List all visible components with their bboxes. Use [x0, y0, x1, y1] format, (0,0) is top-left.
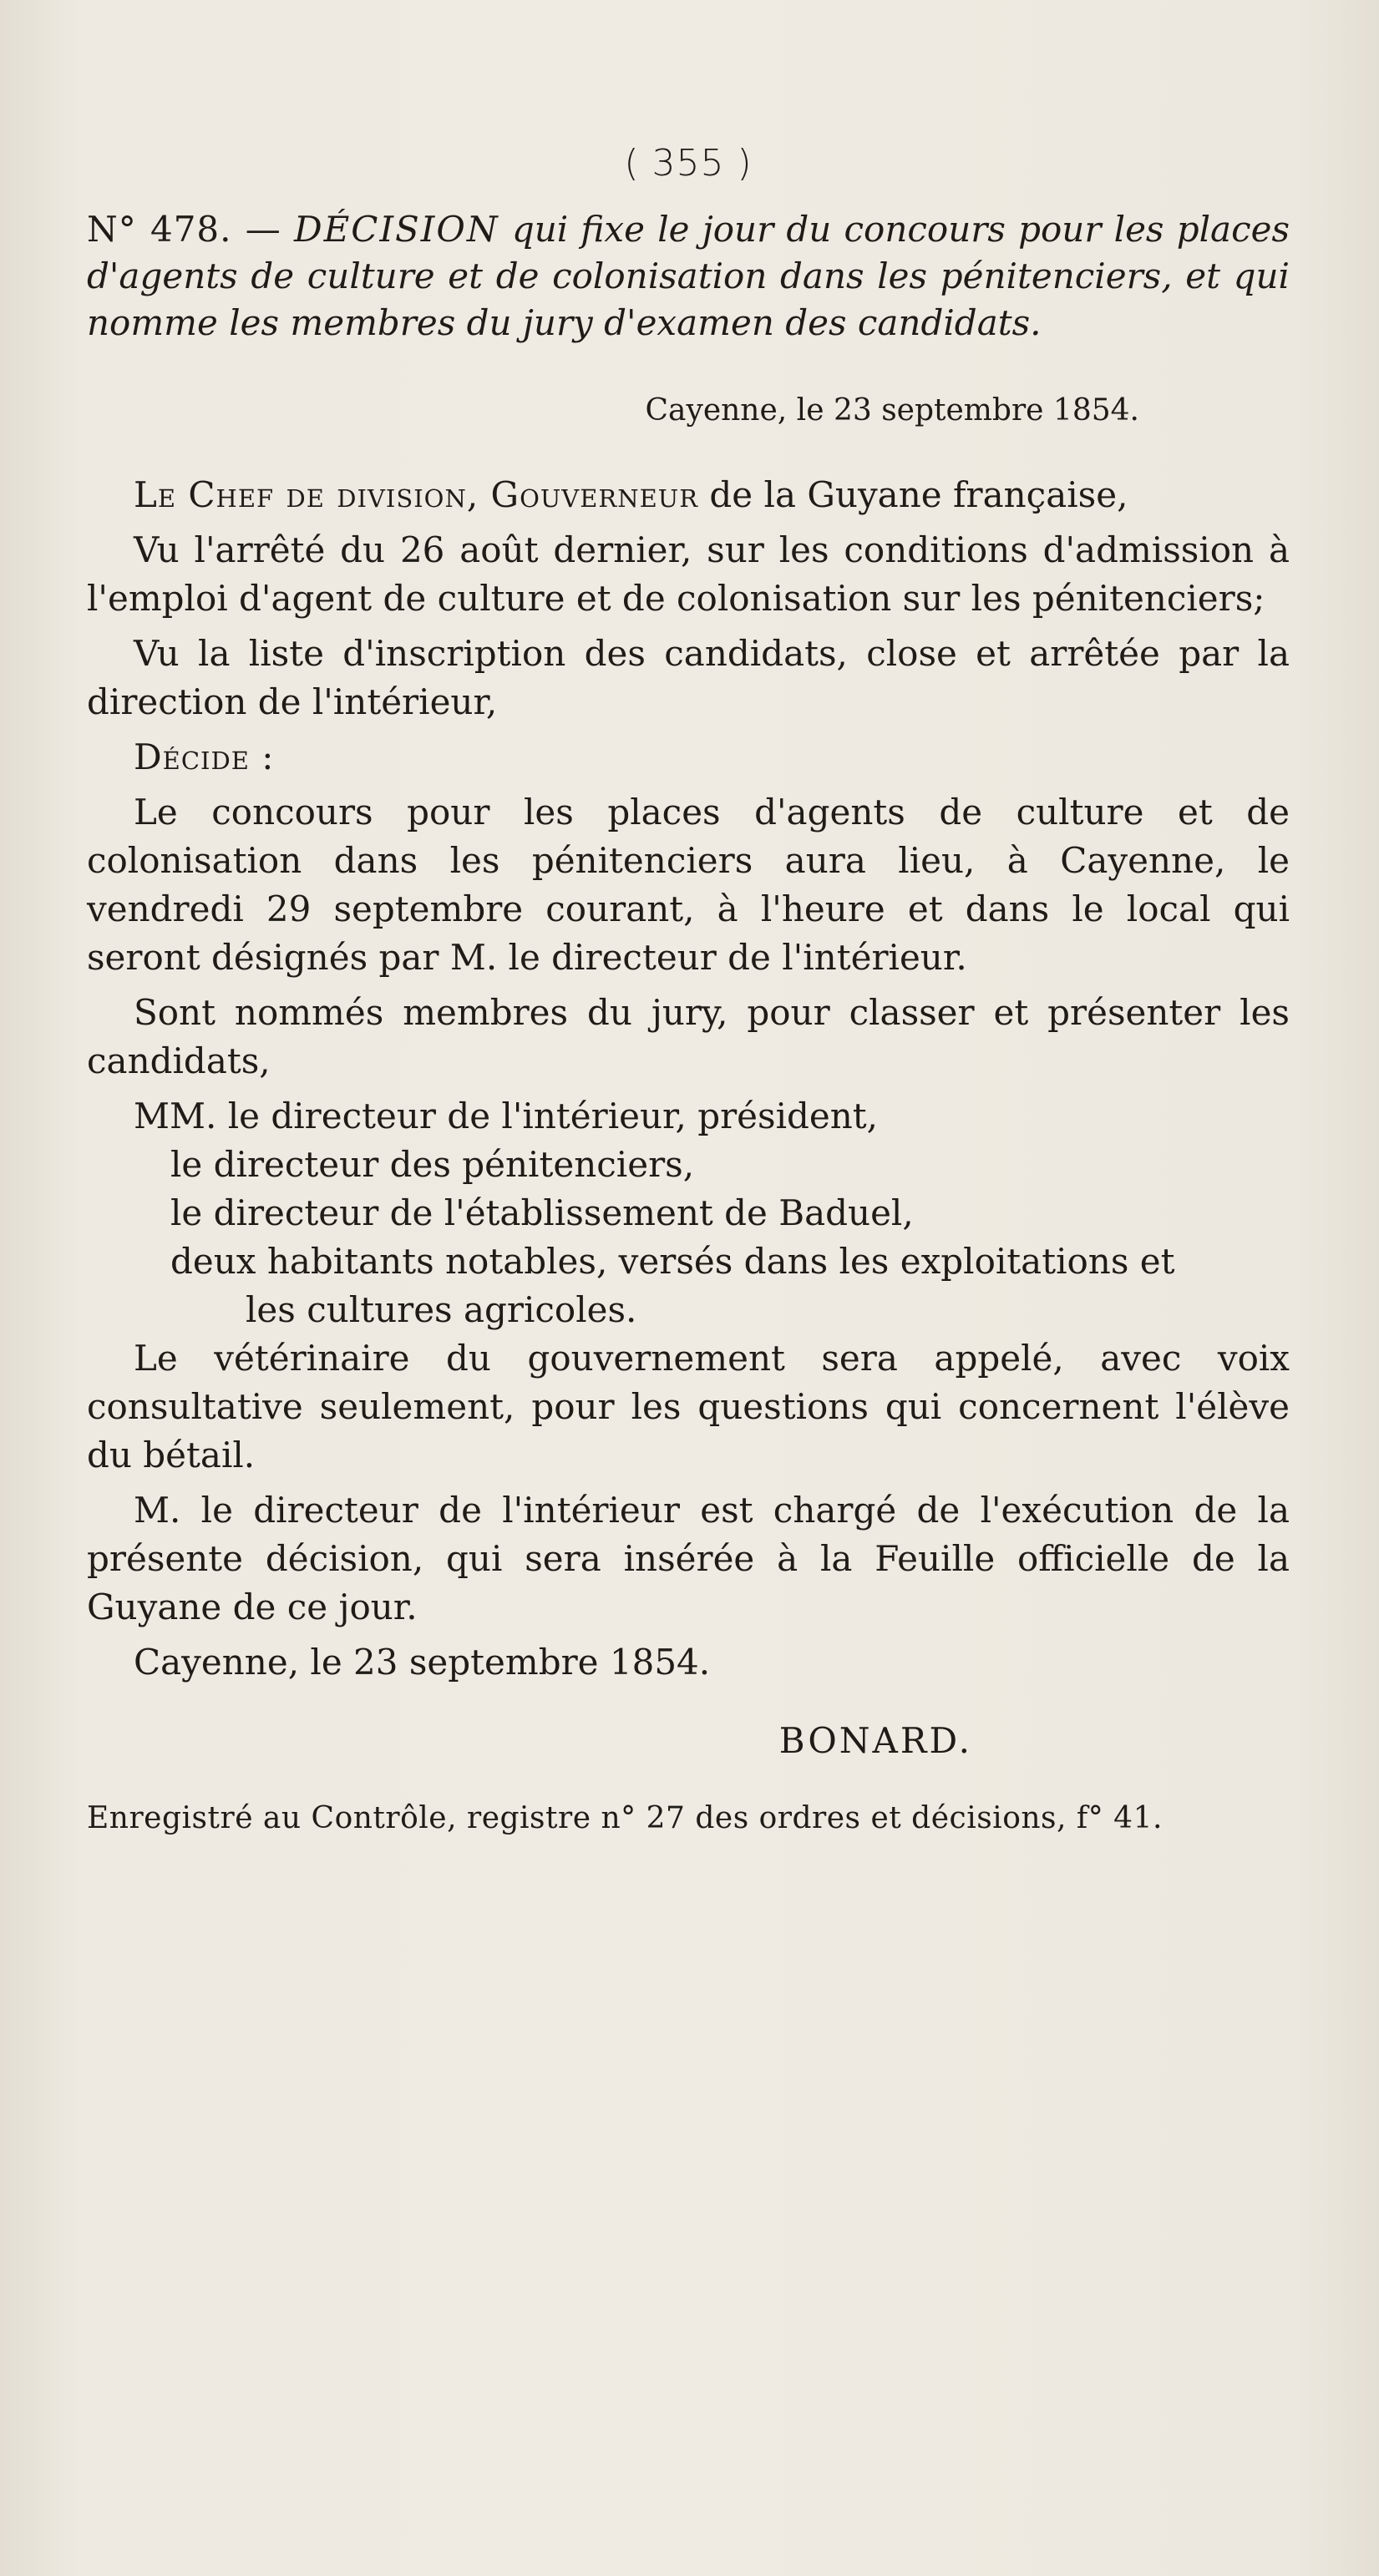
dateline: Cayenne, le 23 septembre 1854. [645, 393, 1139, 428]
closing-paragraph-2: M. le directeur de l'intérieur est chargé de l'exécution de la présente décision, qui sera insérée à la Feuille officielle de la Guyane de ce jour. [87, 1490, 1290, 1627]
jury-member-president: MM. le directeur de l'intérieur, président, [134, 1096, 879, 1136]
authority-rest: de la Guyane française, [709, 474, 1128, 515]
jury-member: le directeur de l'établissement de Baduel, [170, 1192, 914, 1233]
jury-member-continuation: les cultures agricoles. [246, 1289, 637, 1330]
page-content [87, 142, 1290, 1835]
page-number: ( 355 ) [624, 142, 753, 185]
registration-note: Enregistré au Contrôle, registre n° 27 des ordres et décisions, f° 41. [87, 1801, 1163, 1835]
decision-article-1: Le concours pour les places d'agents de culture et de colonisation dans les pénitenciers aura lieu, à Cayenne, le vendredi 29 septembre courant, à l'heure et dans le local qui seront désignés par M. le directeur de l'intérieur. [87, 792, 1290, 978]
authority-line [87, 471, 1290, 519]
authority-title: Le Chef de division, Gouverneur [134, 474, 699, 515]
considerant-2: Vu la liste d'inscription des candidats, close et arrêtée par la direction de l'intérieur, [87, 633, 1290, 722]
decision-title-word: DÉCISION [293, 209, 499, 250]
jury-list [87, 1092, 1290, 1334]
signature: BONARD. [778, 1720, 972, 1761]
jury-member: le directeur des pénitenciers, [170, 1144, 695, 1185]
jury-member: deux habitants notables, versés dans les exploitations et [170, 1241, 1175, 1282]
decision-number: N° 478. — [87, 209, 281, 250]
decision-article-2: Sont nommés membres du jury, pour classer et présenter les candidats, [87, 992, 1290, 1081]
decide-label: Décide : [134, 736, 275, 777]
closing-dateline: Cayenne, le 23 septembre 1854. [134, 1642, 711, 1683]
decision-heading [87, 206, 1290, 347]
decision-subject: qui fixe le jour du concours pour les places d'agents de culture et de colonisation dans les pénitenciers, et qui nomme les membres du jury d'examen des candidats. [87, 209, 1290, 343]
considerant-1: Vu l'arrêté du 26 août dernier, sur les conditions d'admission à l'emploi d'agent de culture et de colonisation sur les pénitenciers; [87, 529, 1290, 619]
closing-paragraph-1: Le vétérinaire du gouvernement sera appelé, avec voix consultative seulement, pour les questions qui concernent l'élève du bétail. [87, 1338, 1290, 1475]
